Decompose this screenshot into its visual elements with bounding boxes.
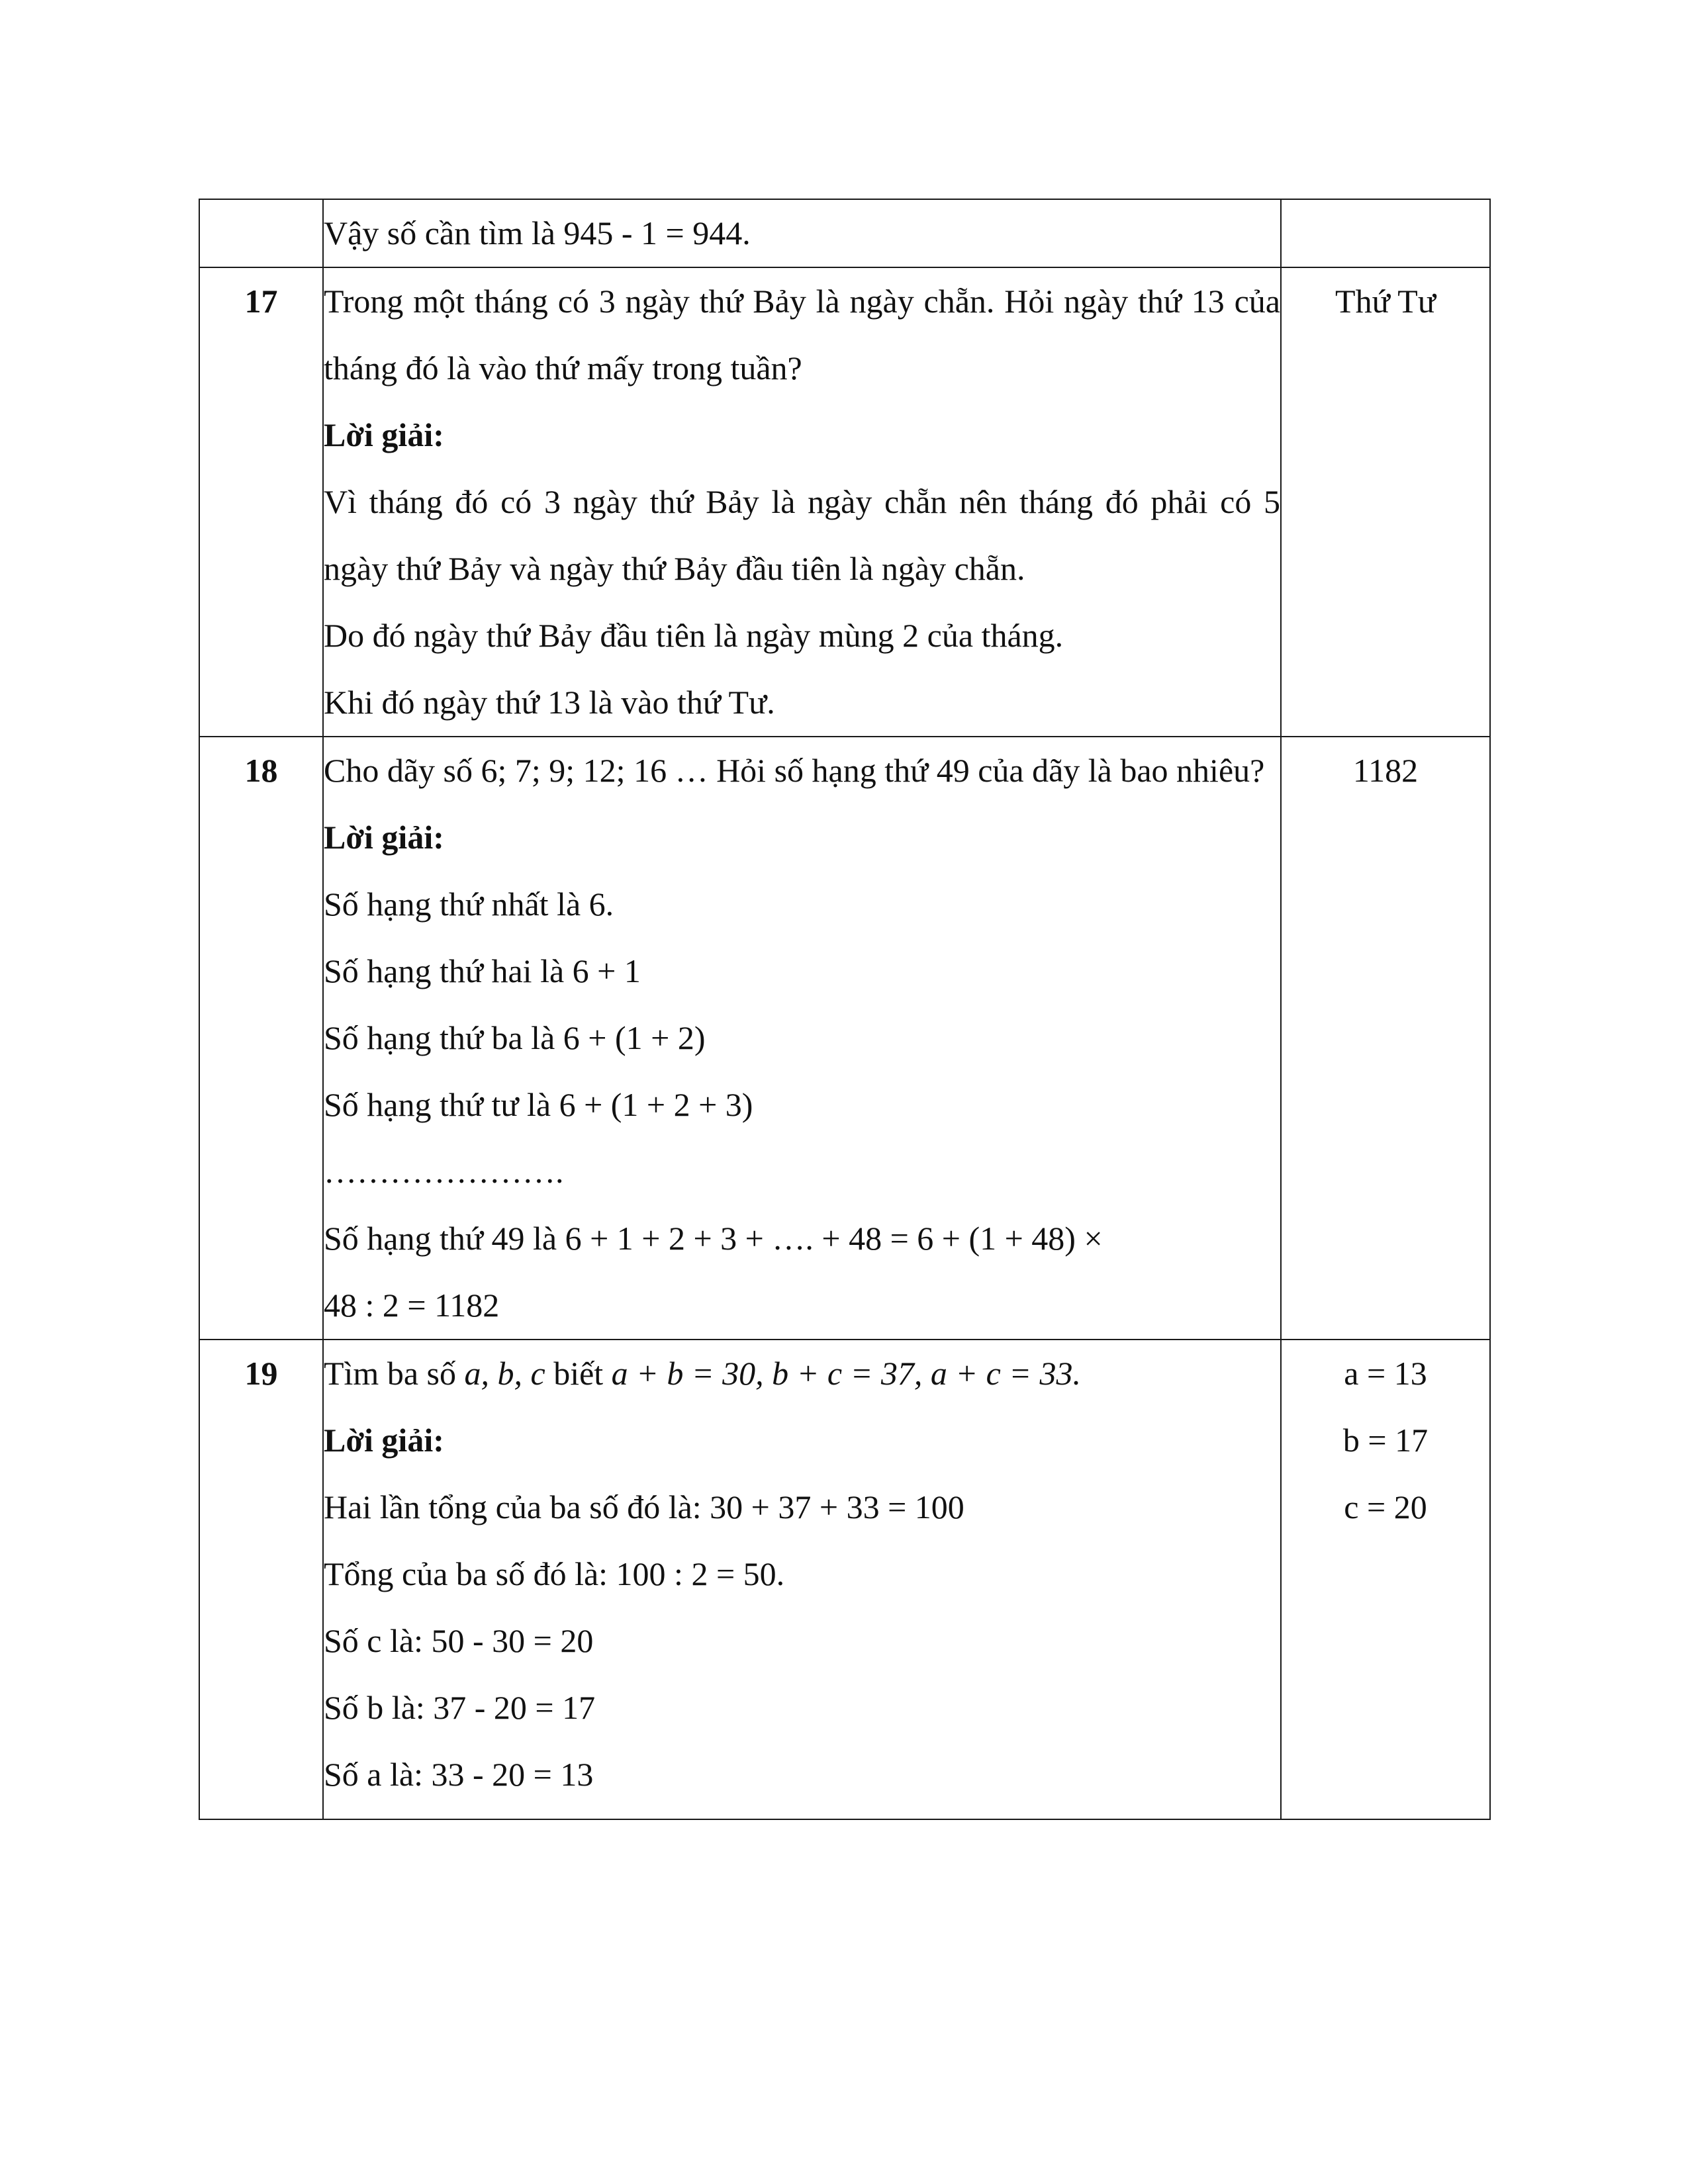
answer-value: b = 17 [1342,1422,1429,1459]
solutions-table [199,199,1491,1820]
solution-line: Khi đó ngày thứ 13 là vào thứ Tư. [324,684,775,721]
problem-content [323,737,1281,1340]
problem-number: 17 [199,267,323,737]
problem-content [323,1340,1281,1819]
solution-line: Số hạng thứ ba là 6 + (1 + 2) [324,1019,706,1056]
row-bottom-spacer [324,1808,1280,1819]
solution-line: Hai lần tổng của ba số đó là: 30 + 37 + 33 = 100 [324,1488,964,1525]
question-prefix: Tìm ba số [324,1355,465,1392]
answer-cell [1281,267,1490,737]
solution-paragraph: Vì tháng đó có 3 ngày thứ Bảy là ngày chẵn nên tháng đó phải có 5 ngày thứ Bảy và ngày thứ Bảy đầu tiên là ngày chẵn. [324,483,1280,587]
answer-value: 1182 [1352,752,1419,789]
answer-cell [1281,199,1490,267]
table-row [199,1340,1490,1819]
table-row [199,199,1490,267]
problem-number [199,199,323,267]
solution-line: Số c là: 50 - 30 = 20 [324,1622,594,1659]
solution-line: 48 : 2 = 1182 [324,1287,500,1324]
problem-number: 18 [199,737,323,1340]
solution-line: Số hạng thứ nhất là 6. [324,886,614,923]
question-variables: a, b, c [464,1355,545,1392]
solution-line: Số hạng thứ 49 là 6 + 1 + 2 + 3 + …. + 48 = 6 + (1 + 48) × [324,1220,1103,1257]
problem-content [323,267,1281,737]
solution-line: …………………. [324,1153,564,1190]
solution-label: Lời giải: [324,416,444,453]
solution-line: Số hạng thứ hai là 6 + 1 [324,952,641,989]
solution-label: Lời giải: [324,819,444,856]
problem-question: Trong một tháng có 3 ngày thứ Bảy là ngày chẵn. Hỏi ngày thứ 13 của tháng đó là vào thứ mấy trong tuần? [324,283,1280,387]
table-row [199,737,1490,1340]
question-equations: a + b = 30, b + c = 37, a + c = 33. [611,1355,1081,1392]
solution-line: Số a là: 33 - 20 = 13 [324,1756,594,1793]
problem-content [323,199,1281,267]
solution-line: Số hạng thứ tư là 6 + (1 + 2 + 3) [324,1086,753,1123]
answer-value: c = 20 [1344,1488,1427,1525]
problem-number: 19 [199,1340,323,1819]
answer-cell [1281,1340,1490,1819]
problem-question [324,1340,1280,1407]
solution-line: Tổng của ba số đó là: 100 : 2 = 50. [324,1555,785,1592]
answer-value: Thứ Tư [1335,283,1436,320]
problem-question: Cho dãy số 6; 7; 9; 12; 16 … Hỏi số hạng thứ 49 của dãy là bao nhiêu? [324,752,1265,789]
answer-cell [1281,737,1490,1340]
table-row [199,267,1490,737]
solution-line: Vậy số cần tìm là 945 - 1 = 944. [324,214,751,251]
solution-line: Số b là: 37 - 20 = 17 [324,1689,596,1726]
question-mid: biết [545,1355,612,1392]
solution-label: Lời giải: [324,1422,444,1459]
solution-line: Do đó ngày thứ Bảy đầu tiên là ngày mùng 2 của tháng. [324,617,1064,654]
answer-value: a = 13 [1344,1355,1427,1392]
